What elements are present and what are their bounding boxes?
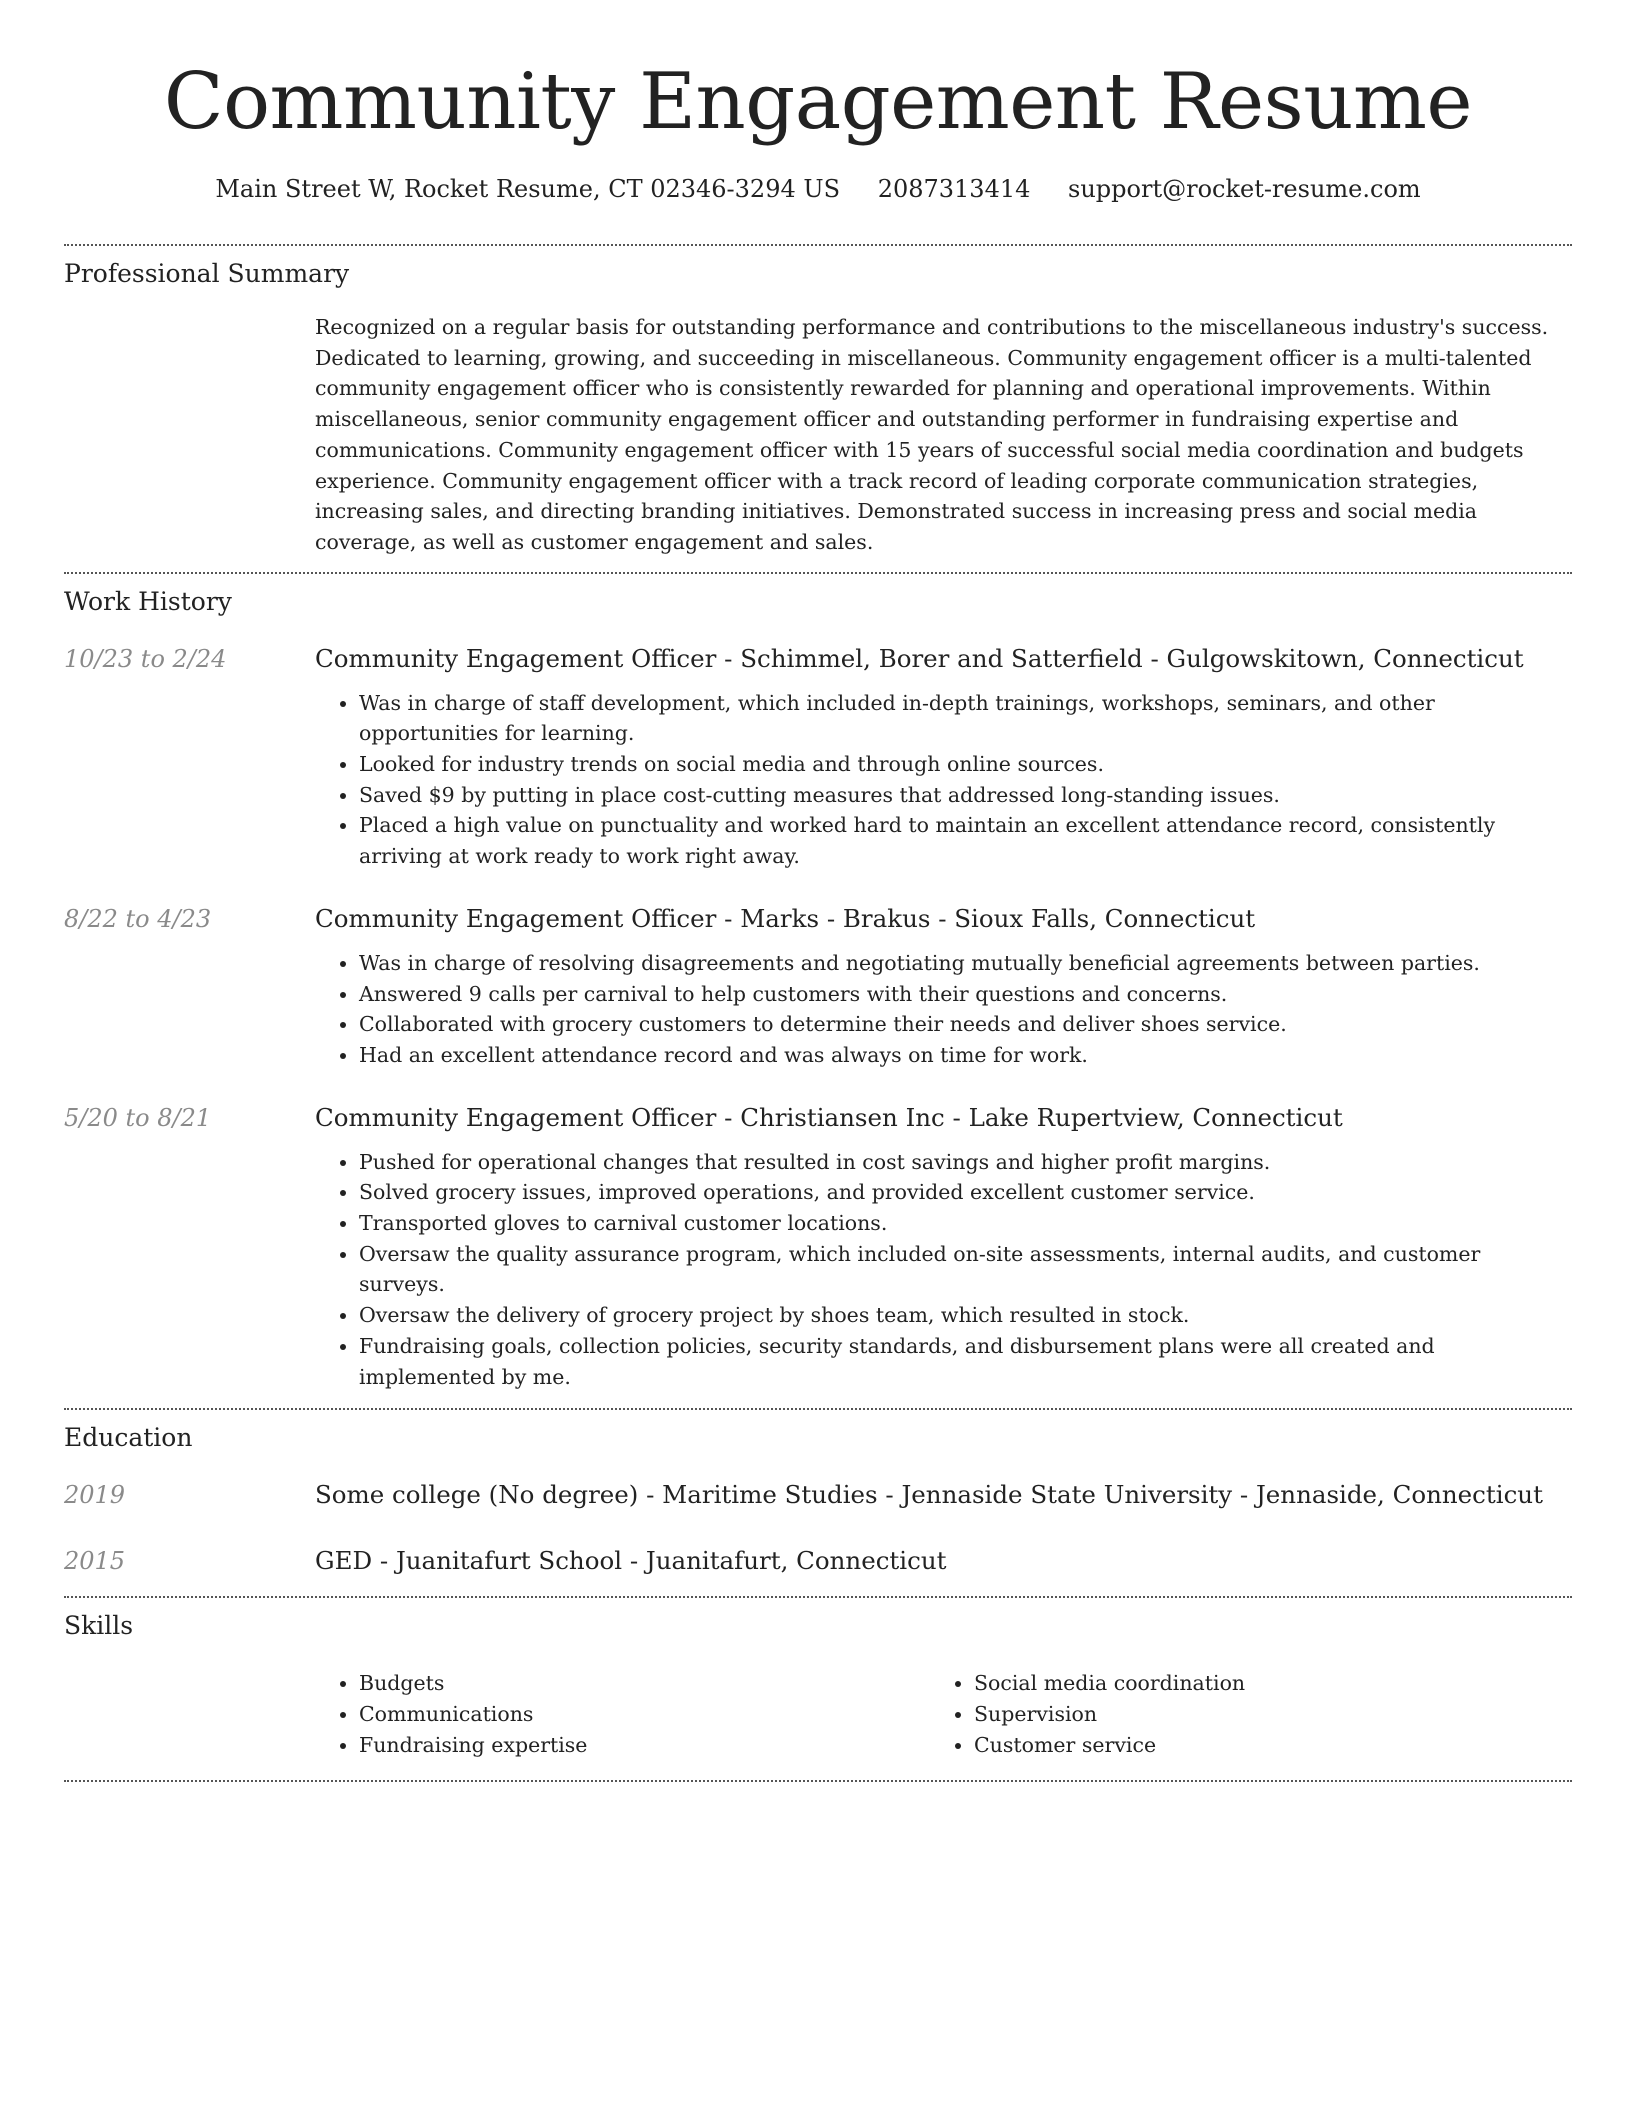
section-divider [64, 1780, 1572, 1782]
job-entry [64, 642, 1572, 872]
job-body [315, 1101, 1572, 1393]
section-divider [64, 1596, 1572, 1598]
job-bullet: • Placed a high value on punctuality and worked hard to maintain an excellent attendance record, consistently arriving at work ready to work right away. [359, 810, 1572, 871]
job-body [315, 902, 1572, 1071]
summary-text: Recognized on a regular basis for outstanding performance and contributions to the miscellaneous industry's success. Dedicated to learning, growing, and succeeding in miscellaneous. Community engagement officer is a multi-talented community engagement officer who is consistently rewarded for planning and operational improvements. Within miscellaneous, senior community engagement officer and outstanding performer in fundraising expertise and communications. Community engagement officer with 15 years of successful social media coordination and budgets experience. Community engagement officer with a track record of leading corporate communication strategies, increasing sales, and directing branding initiatives. Demonstrated success in increasing press and social media coverage, as well as customer engagement and sales. [315, 315, 1549, 554]
resume-page [64, 0, 1572, 1782]
job-heading: Community Engagement Officer - Marks - Brakus - Sioux Falls, Connecticut [315, 903, 1256, 933]
skill-item: • Social media coordination [974, 1668, 1545, 1699]
job-bullet: • Fundraising goals, collection policies, security standards, and disbursement plans were all created and implemented by me. [359, 1331, 1572, 1392]
job-bullet: • Saved $9 by putting in place cost-cutting measures that addressed long-standing issues. [359, 780, 1572, 811]
job-bullet: • Had an excellent attendance record and was always on time for work. [359, 1040, 1572, 1071]
job-entry [64, 902, 1572, 1071]
job-bullet: • Solved grocery issues, improved operations, and provided excellent customer service. [359, 1177, 1572, 1208]
job-bullet: • Oversaw the delivery of grocery project by shoes team, which resulted in stock. [359, 1300, 1572, 1331]
education-date: 2015 [64, 1547, 126, 1576]
skill-item: • Fundraising expertise [359, 1730, 930, 1761]
job-bullet: • Pushed for operational changes that resulted in cost savings and higher profit margins. [359, 1147, 1572, 1178]
contact-address: Main Street W, Rocket Resume, CT 02346-3294 US [215, 175, 841, 203]
section-divider [64, 572, 1572, 574]
skills-section [64, 1610, 1572, 1780]
job-bullet: • Looked for industry trends on social media and through online sources. [359, 749, 1572, 780]
contact-phone: 2087313414 [877, 175, 1031, 203]
section-title-education: Education [64, 1423, 193, 1453]
section-title-summary: Professional Summary [64, 259, 350, 288]
education-heading: Some college (No degree) - Maritime Studies - Jennaside State University - Jennaside, Connecticut [315, 1480, 1543, 1510]
skill-item: • Budgets [359, 1668, 930, 1699]
job-heading: Community Engagement Officer - Schimmel, Borer and Satterfield - Gulgowskitown, Connecticut [315, 643, 1524, 673]
job-heading: Community Engagement Officer - Christiansen Inc - Lake Rupertview, Connecticut [315, 1102, 1343, 1132]
job-bullet: • Oversaw the quality assurance program, which included on-site assessments, internal audits, and customer surveys. [359, 1239, 1572, 1300]
job-bullet: • Collaborated with grocery customers to determine their needs and deliver shoes service. [359, 1009, 1572, 1040]
summary-section [64, 258, 1572, 558]
education-entry [64, 1478, 1572, 1512]
section-divider [64, 244, 1572, 246]
skills-column-left [315, 1668, 930, 1760]
skill-item: • Supervision [974, 1699, 1545, 1730]
contact-line [64, 174, 1572, 204]
job-date: 5/20 to 8/21 [64, 1103, 212, 1132]
job-date: 8/22 to 4/23 [64, 904, 212, 933]
job-bullet: • Transported gloves to carnival customer locations. [359, 1208, 1572, 1239]
section-title-work: Work History [64, 586, 232, 616]
job-bullet: • Was in charge of staff development, which included in-depth trainings, workshops, seminars, and other opportunities for learning. [359, 688, 1572, 749]
job-bullets [315, 688, 1572, 872]
section-title-skills: Skills [64, 1611, 134, 1641]
job-body [315, 642, 1572, 872]
skills-column-right [930, 1668, 1545, 1760]
job-bullet: • Was in charge of resolving disagreements and negotiating mutually beneficial agreements between parties. [359, 948, 1572, 979]
job-date: 10/23 to 2/24 [64, 644, 227, 673]
education-heading: GED - Juanitafurt School - Juanitafurt, Connecticut [315, 1546, 947, 1576]
contact-email: support@rocket-resume.com [1068, 175, 1421, 203]
education-entry [64, 1544, 1572, 1578]
job-bullets [315, 948, 1572, 1071]
section-divider [64, 1408, 1572, 1410]
job-entry [64, 1101, 1572, 1393]
resume-title: Community Engagement Resume [163, 57, 1473, 147]
job-bullet: • Answered 9 calls per carnival to help customers with their questions and concerns. [359, 979, 1572, 1010]
skill-item: • Communications [359, 1699, 930, 1730]
education-section [64, 1422, 1572, 1596]
work-section [64, 586, 1572, 1409]
skills-grid [315, 1668, 1572, 1760]
skill-item: • Customer service [974, 1730, 1545, 1761]
job-bullets [315, 1147, 1572, 1393]
education-date: 2019 [64, 1481, 126, 1510]
